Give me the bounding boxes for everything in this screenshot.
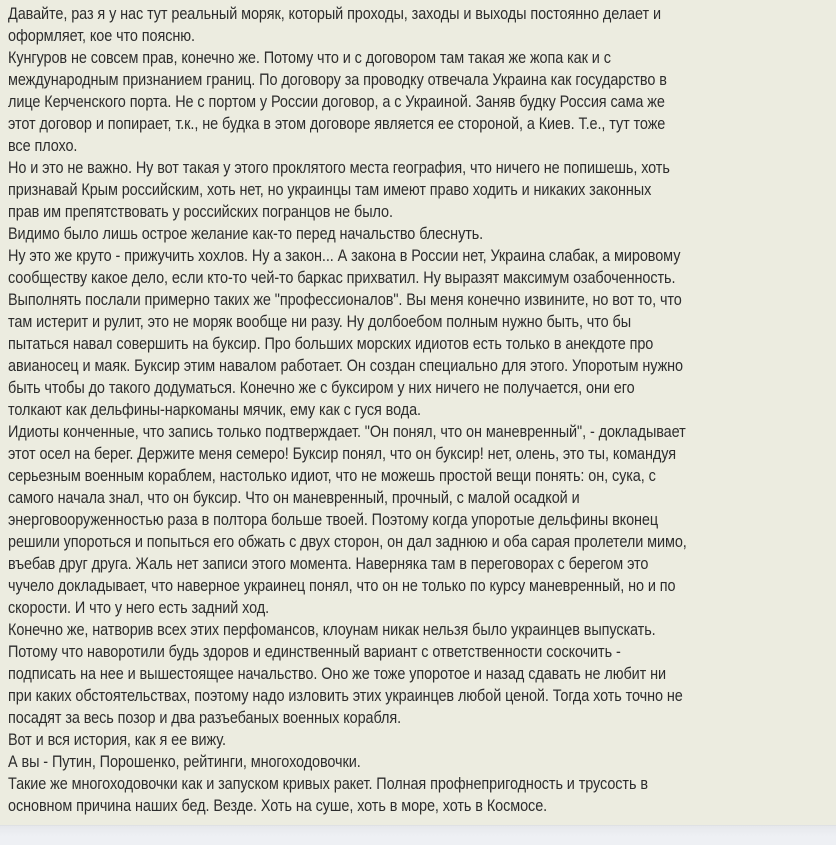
post-paragraph	[8, 729, 836, 751]
post-paragraph	[8, 421, 836, 619]
post-text-line: Потому что наворотили будь здоров и единственный вариант с ответственности соскочить -	[8, 642, 621, 661]
post-text-line: быть чтобы до такого додуматься. Конечно же с буксиром у них ничего не получается, они его	[8, 378, 635, 397]
post-paragraph	[8, 773, 836, 817]
post-text-line: энерговооруженностью раза в полтора больше твоей. Поэтому когда упоротые дельфины вконец	[8, 510, 659, 529]
post-text-line: Конечно же, натворив всех этих перфомансов, клоунам никак нельзя было украинцев выпускать.	[8, 620, 656, 639]
post-text-line: все плохо.	[8, 136, 78, 155]
post-text-line: оформляет, кое что поясню.	[8, 26, 195, 45]
post-text-line: там истерит и рулит, это не моряк вообще ни разу. Ну долбоебом полным нужно быть, что бы	[8, 312, 631, 331]
post-paragraph	[8, 619, 836, 729]
post-text-line: Выполнять послали примерно таких же "профессионалов". Вы меня конечно извините, но вот то, что	[8, 290, 682, 309]
post-text-line: при каких обстоятельствах, поэтому надо изловить этих украинцев любой ценой. Тогда хоть точно не	[8, 686, 683, 705]
post-text-line: решили упороться и попыться его обжать с двух сторон, он дал заднюю и оба сарая пролетели мимо,	[8, 532, 687, 551]
post-text-line: Видимо было лишь острое желание как-то перед начальство блеснуть.	[8, 224, 484, 243]
post-text-line: пытаться навал совершить на буксир. Про больших морских идиотов есть только в анекдоте про	[8, 334, 654, 353]
post-text-line: чучело докладывает, что наверное украинец понял, что он не только по курсу маневренный, но и по	[8, 576, 676, 595]
footer-strip	[0, 825, 836, 845]
post-text-line: скорости. И что у него есть задний ход.	[8, 598, 270, 617]
post-text-line: посадят за весь позор и два разъебаных военных корабля.	[8, 708, 402, 727]
post-text-line: Такие же многоходовочки как и запуском кривых ракет. Полная профнепригодность и трусость в	[8, 774, 648, 793]
post-text-line: этот осел на берег. Держите меня семеро! Буксир понял, что он буксир! нет, олень, это ты, командуя	[8, 444, 676, 463]
post-text-line: этот договор и попирает, т.к., не будка в этом договоре является ее стороной, а Киев. Т.е., тут тоже	[8, 114, 666, 133]
post-text-line: въебав друг друга. Жаль нет записи этого момента. Наверняка там в переговорах с берегом это	[8, 554, 649, 573]
post-text-line: серьезным военным кораблем, настолько идиот, что не можешь простой вещи понять: он, сука, с	[8, 466, 656, 485]
post-text-line: признавай Крым российским, хоть нет, но украинцы там имеют право ходить и никаких законных	[8, 180, 652, 199]
post-paragraph	[8, 157, 836, 223]
post-text-line: авианосец и маяк. Буксир этим навалом работает. Он создан специально для этого. Упоротым нужно	[8, 356, 684, 375]
post-text-line: Идиоты конченные, что запись только подтверждает. "Он понял, что он маневренный", - докладывает	[8, 422, 686, 441]
post-text-line: А вы - Путин, Порошенко, рейтинги, многоходовочки.	[8, 752, 361, 771]
post-text-line: Давайте, раз я у нас тут реальный моряк, который проходы, заходы и выходы постоянно делает и	[8, 4, 661, 23]
post-text-line: толкают как дельфины-наркоманы мячик, ему как с гуся вода.	[8, 400, 421, 419]
post-text-line: самого начала знал, что он буксир. Что он маневренный, прочный, с малой осадкой и	[8, 488, 580, 507]
post-text-line: международным признанием границ. По договору за проводку отвечала Украина как государство в	[8, 70, 667, 89]
post-body	[8, 3, 836, 817]
post-paragraph	[8, 245, 836, 421]
post-paragraph	[8, 223, 836, 245]
post-paragraph	[8, 47, 836, 157]
post-paragraph	[8, 3, 836, 47]
post-text-line: Но и это не важно. Ну вот такая у этого проклятого места география, что ничего не попишешь, хоть	[8, 158, 670, 177]
post-text-line: основном причина наших бед. Везде. Хоть на суше, хоть в море, хоть в Космосе.	[8, 796, 548, 815]
post-paragraph	[8, 751, 836, 773]
post-text-line: лице Керченского порта. Не с портом у России договор, а с Украиной. Заняв будку Россия сама же	[8, 92, 665, 111]
post-text-line: Вот и вся история, как я ее вижу.	[8, 730, 226, 749]
post-text-line: подписать на нее и вышестоящее начальство. Оно же тоже упоротое и назад сдавать не любит ни	[8, 664, 667, 683]
post-text-line: Кунгуров не совсем прав, конечно же. Потому что и с договором там такая же жопа как и с	[8, 48, 611, 67]
post-text-line: Ну это же круто - прижучить хохлов. Ну а закон... А закона в России нет, Украина слабак, а мировому	[8, 246, 681, 265]
post-text-line: сообществу какое дело, если кто-то чей-то баркас прихватил. Ну выразят максимум озабоченность.	[8, 268, 676, 287]
post-text-line: прав им препятствовать у российских погранцов не было.	[8, 202, 393, 221]
